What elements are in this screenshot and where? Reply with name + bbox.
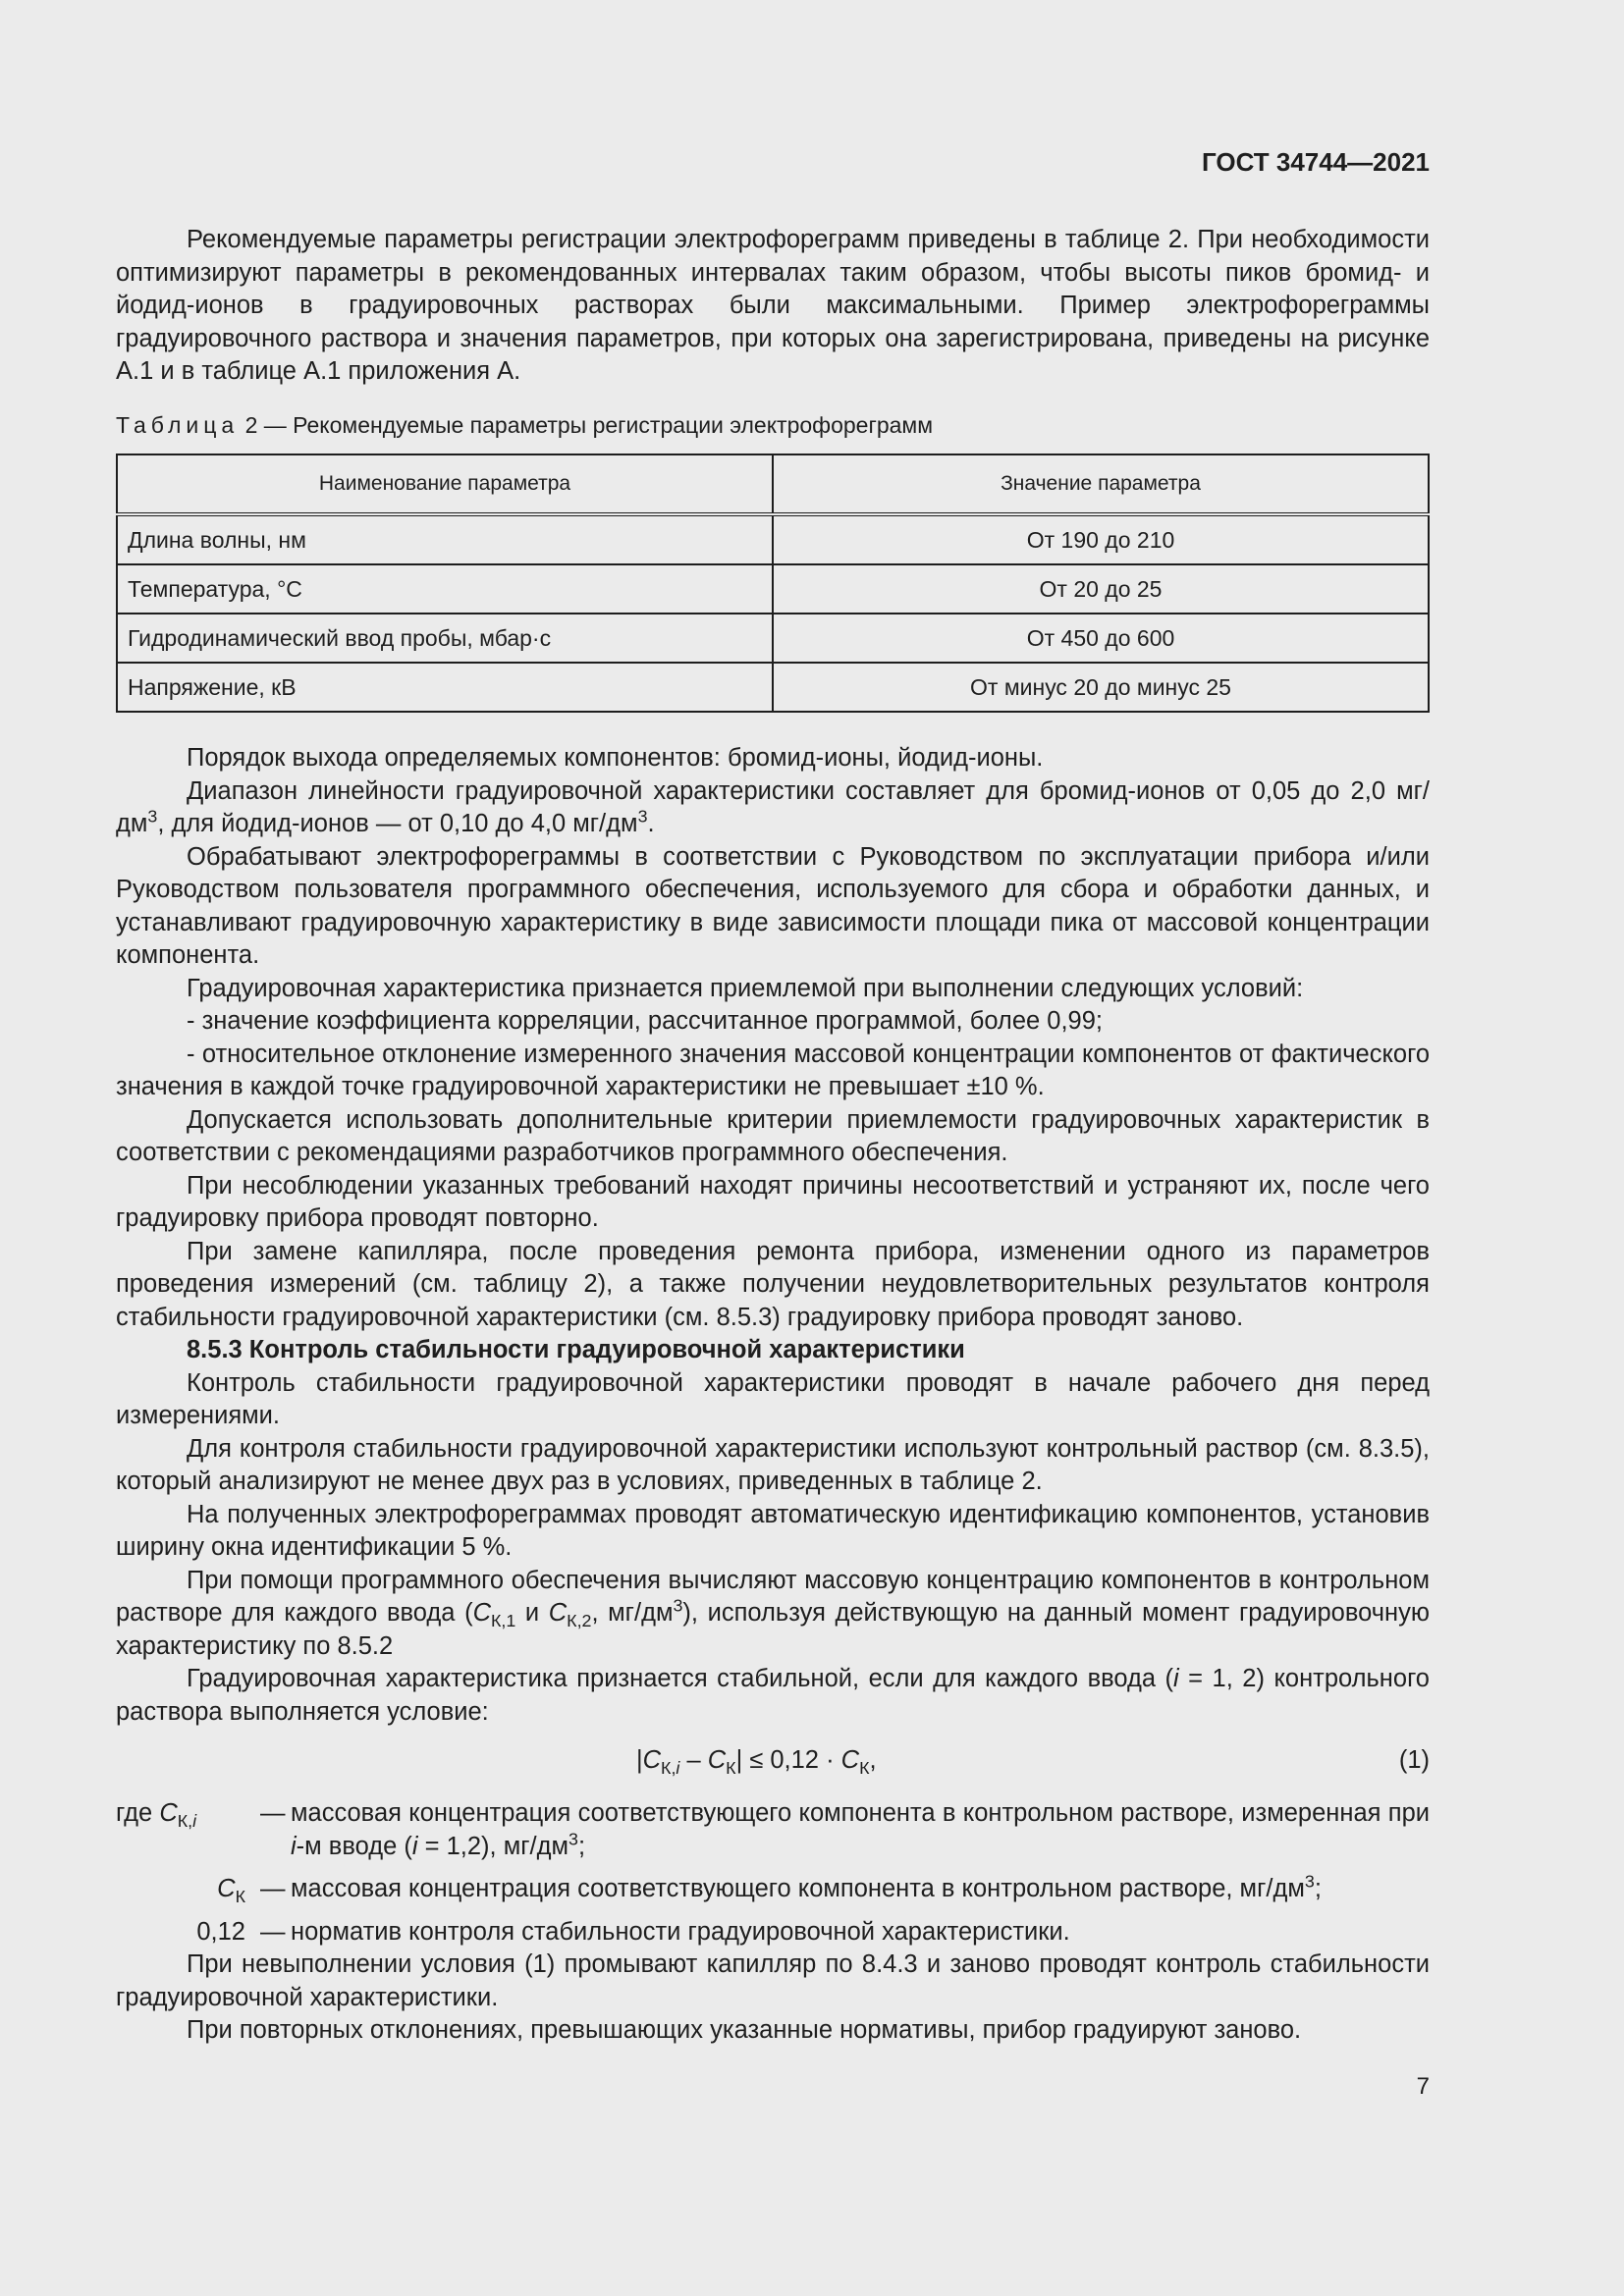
paragraph: Градуировочная характеристика признается стабильной, если для каждого ввода (i = 1, 2) контрольного раствора выполняется условие:	[116, 1665, 1430, 1726]
definition-item: где $С_{К,i}$ — массовая концентрация соответствующего компонента в контрольном растворе, измеренная при i-м вводе (i = 1,2), $мг/дм^3$;	[116, 1797, 1430, 1863]
table-cell: От 190 до 210	[773, 514, 1429, 564]
paragraph: Для контроля стабильности градуировочной характеристики используют контрольный раствор (см. 8.3.5), который анализируют не менее двух раз в условиях, приведенных в таблице 2.	[116, 1434, 1430, 1495]
table-cell: Гидродинамический ввод пробы, мбар·с	[117, 614, 773, 663]
table-cell: Длина волны, нм	[117, 514, 773, 564]
table-cell: От 20 до 25	[773, 564, 1429, 614]
document-header: ГОСТ 34744—2021	[1202, 147, 1430, 177]
paragraph: При замене капилляра, после проведения ремонта прибора, изменении одного из параметров проведения измерений (см. таблицу 2), а также получении неудовлетворительных результатов контроля стабильности градуировочной характеристики (см. 8.5.3) градуировку прибора проводят заново.	[116, 1237, 1430, 1331]
definition-term: 0,12	[196, 1917, 245, 1946]
section-heading: 8.5.3 Контроль стабильности градуировочной характеристики	[187, 1336, 965, 1363]
table-cell: От минус 20 до минус 25	[773, 663, 1429, 712]
paragraph: При повторных отклонениях, превышающих указанные нормативы, прибор градуируют заново.	[187, 2016, 1302, 2044]
paragraph: При несоблюдении указанных требований находят причины несоответствий и устраняют их, после чего градуировку прибора проводят повторно.	[116, 1171, 1430, 1232]
paragraph: Контроль стабильности градуировочной характеристики проводят в начале рабочего дня перед измерениями.	[116, 1368, 1430, 1429]
definition-item: 0,12 — норматив контроля стабильности градуировочной характеристики.	[116, 1916, 1430, 1949]
table-row	[117, 614, 1429, 663]
definition-text: норматив контроля стабильности градуировочной характеристики.	[291, 1917, 1070, 1946]
table-row	[117, 663, 1429, 712]
page-number: 7	[1416, 2073, 1430, 2100]
table-header-cell: Наименование параметра	[117, 454, 773, 514]
definition-item: $С_К$ — массовая концентрация соответствующего компонента в контрольном растворе, $мг/дм^3$;	[116, 1873, 1430, 1906]
formula-number: (1)	[1398, 1746, 1430, 1774]
definition-text: массовая концентрация соответствующего компонента в контрольном растворе, измеренная при i-м вводе (i = 1,2), $мг/дм^3$;	[291, 1799, 1430, 1860]
table-cell: От 450 до 600	[773, 614, 1429, 663]
parameters-table	[116, 454, 1430, 713]
list-item: - значение коэффициента корреляции, рассчитанное программой, более 0,99;	[187, 1007, 1103, 1035]
paragraph: Обрабатывают электрофореграммы в соответствии с Руководством по эксплуатации прибора и/или Руководством пользователя программного обеспечения, используемого для сбора и обработки данных, и устанавливают градуировочную характеристику в виде зависимости площади пика от массовой концентрации компонента.	[116, 842, 1430, 969]
paragraph: Диапазон линейности градуировочной характеристики составляет для бромид-ионов от 0,05 до 2,0 $мг/дм^3$, для йодид-ионов — от 0,10 до 4,0 $мг/дм^3$.	[116, 776, 1430, 837]
table-cell: Напряжение, кВ	[117, 663, 773, 712]
paragraph: На полученных электрофореграммах проводят автоматическую идентификацию компонентов, установив ширину окна идентификации 5 %.	[116, 1500, 1430, 1561]
intro-paragraph: Рекомендуемые параметры регистрации электрофореграмм приведены в таблице 2. При необходимости оптимизируют параметры в рекомендованных интервалах таким образом, чтобы высоты пиков бромид- и йодид-ионов в градуировочных растворах были максимальными. Пример электрофореграммы градуировочного раствора и значения параметров, при которых она зарегистрирована, приведены на рисунке А.1 и в таблице А.1 приложения А.	[116, 226, 1430, 385]
definition-text: массовая концентрация соответствующего компонента в контрольном растворе, $мг/дм^3$;	[291, 1871, 1322, 1902]
definition-term: $С_К$	[217, 1875, 245, 1907]
table-row	[117, 514, 1429, 564]
table-cell: Температура, °С	[117, 564, 773, 614]
formula-expression: $|С_{К,i} - С_К| \le 0,12 \cdot С_К$,	[636, 1746, 877, 1779]
paragraph: Порядок выхода определяемых компонентов: бромид-ионы, йодид-ионы.	[187, 744, 1044, 772]
table-row	[117, 564, 1429, 614]
paragraph: При помощи программного обеспечения вычисляют массовую концентрацию компонентов в контрольном растворе для каждого ввода ($С_{К,1}$ и $С_{К,2}$, $мг/дм^3$), используя действующую на данный момент градуировочную характеристику по 8.5.2	[116, 1566, 1430, 1660]
table-header-row	[117, 454, 1429, 514]
paragraph: Градуировочная характеристика признается приемлемой при выполнении следующих условий:	[187, 974, 1304, 1002]
body-text	[116, 742, 1430, 2048]
paragraph: При невыполнении условия (1) промывают капилляр по 8.4.3 и заново проводят контроль стабильности градуировочной характеристики.	[116, 1950, 1430, 2011]
table-caption: Таблица 2 — Рекомендуемые параметры регистрации электрофореграмм	[116, 412, 934, 438]
paragraph: Допускается использовать дополнительные критерии приемлемости градуировочных характеристик в соответствии с рекомендациями разработчиков программного обеспечения.	[116, 1105, 1430, 1166]
formula-1	[116, 1729, 1430, 1791]
definition-term: где $С_{К,i}$	[116, 1799, 197, 1832]
list-item: - относительное отклонение измеренного значения массовой концентрации компонентов от фактического значения в каждой точке градуировочной характеристики не превышает ±10 %.	[116, 1040, 1430, 1100]
table-header-cell: Значение параметра	[773, 454, 1429, 514]
